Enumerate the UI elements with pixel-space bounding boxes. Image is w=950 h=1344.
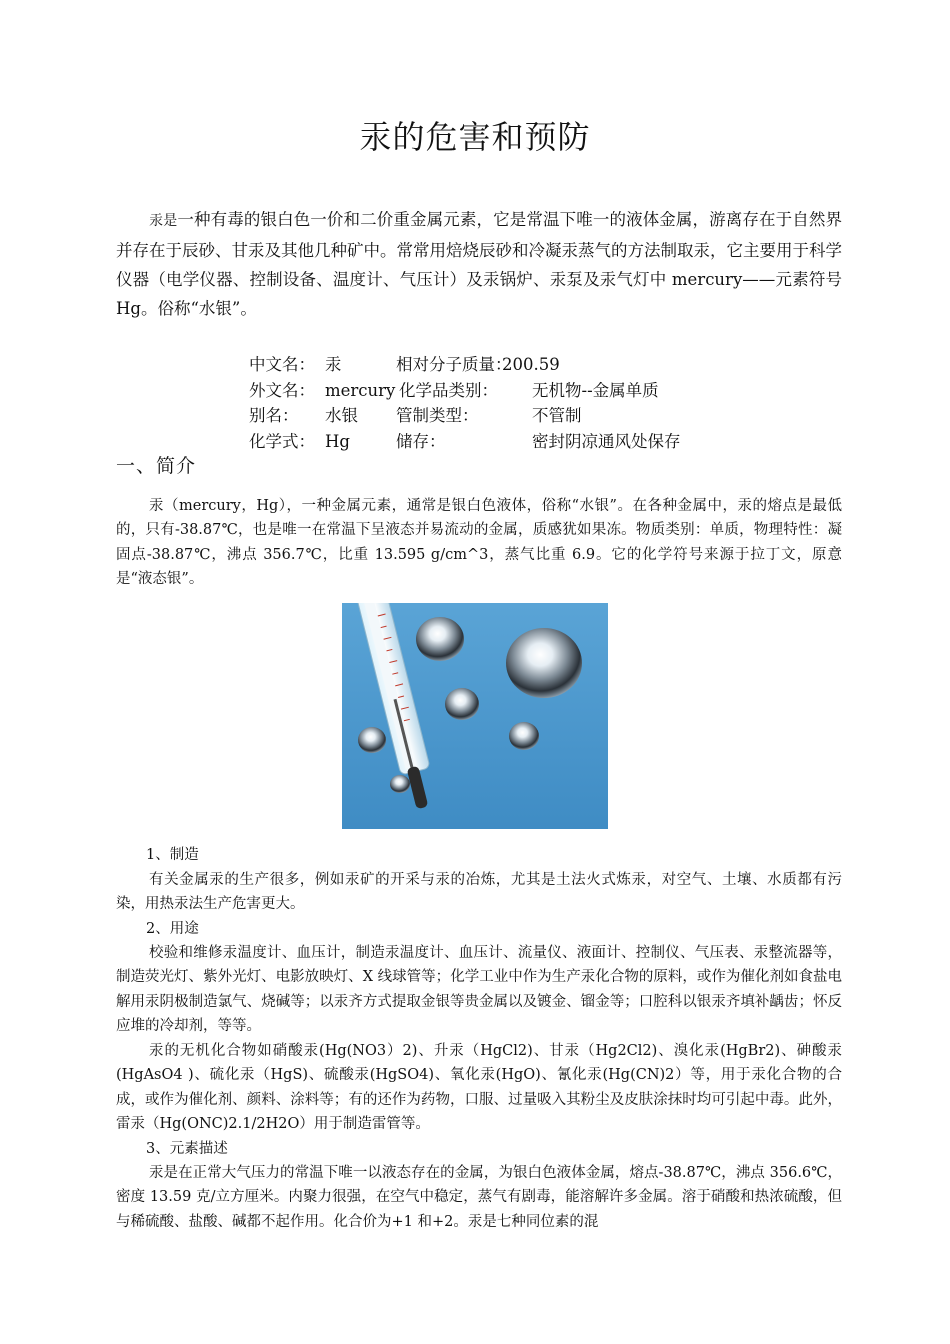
intro-body-paragraph: 汞（mercury，Hg），一种金属元素，通常是银白色液体，俗称“水银”。在各种金属中，汞的熔点是最低的，只有-38.87℃，也是唯一在常温下呈液态并易流动的金属，质感犹如果冻。物质类别：单质，物理特性：凝固点-38.87℃，沸点 356.7℃，比重 13.595 g/cm^3，蒸气比重 6.9。它的化学符号来源于拉丁文，原意是“液态银”。 (116, 498, 842, 587)
intro-text: 一种有毒的银白色一价和二价重金属元素，它是常温下唯一的液体金属，游离存在于自然界并存在于辰砂、甘汞及其他几种矿中。常常用焙烧辰砂和冷凝汞蒸气的方法制取汞，它主要用于科学仪器（电学仪器、控制设备、温度计、气压计）及汞锅炉、汞泵及汞气灯中 mercury——元素符号 Hg。俗称“水银”。 (116, 210, 843, 318)
info-label: 外文名： (249, 380, 315, 400)
intro-paragraph (116, 205, 842, 323)
info-value: mercury (325, 380, 396, 400)
mercury-droplets-thermometer-icon (342, 603, 608, 829)
info-value: 200.59 (502, 355, 560, 374)
subsection-heading: 3、元素描述 (146, 1141, 228, 1157)
info-label: 管制类型： (396, 406, 479, 425)
info-label: 化学式： (249, 431, 315, 451)
info-value: 汞 (325, 355, 342, 374)
info-label: 别名： (249, 406, 299, 425)
info-value: 无机物--金属单质 (532, 380, 659, 400)
info-value: 不管制 (532, 406, 582, 425)
info-row (249, 352, 749, 378)
info-label: 化学品类别： (399, 380, 498, 400)
info-label: 储存： (396, 431, 446, 451)
mercury-photo (342, 603, 608, 829)
subsection-paragraph: 校验和维修汞温度计、血压计，制造汞温度计、血压计、流量仪、液面计、控制仪、气压表、汞整流器等，制造荧光灯、紫外光灯、电影放映灯、X 线球管等；化学工业中作为生产汞化合物的原料，或作为催化剂如食盐电解用汞阴极制造氯气、烧碱等；以汞齐方式提取金银等贵金属以及镀金、镏金等；口腔科以银汞齐填补龋齿；怀反应堆的冷却剂，等等。 (116, 945, 842, 1034)
info-value: 密封阴凉通风处保存 (532, 431, 681, 451)
intro-lead: 汞是 (149, 213, 178, 229)
subsection-heading: 1、制造 (146, 847, 199, 863)
subsection-paragraph: 汞的无机化合物如硝酸汞(Hg(NO3）2)、升汞（HgCl2)、甘汞（Hg2Cl2)、溴化汞(HgBr2)、砷酸汞(HgAsO4 )、硫化汞（HgS)、硫酸汞(HgSO4)、氧化汞(HgO)、氰化汞(Hg(CN)2）等，用于汞化合物的合成，或作为催化剂、颜料、涂料等；有的还作为药物，口服、过量吸入其粉尘及皮肤涂抹时均可引起中毒。此外，雷汞（Hg(ONC)2.1/2H2O）用于制造雷管等。 (116, 1043, 842, 1132)
info-row (249, 403, 749, 429)
subsection-paragraph: 有关金属汞的生产很多，例如汞矿的开采与汞的冶炼，尤其是土法火式炼汞，对空气、土壤、水质都有污染，用热汞法生产危害更大。 (116, 872, 842, 913)
section-heading: 一、简介 (116, 455, 197, 477)
subsection-heading: 2、用途 (146, 921, 199, 937)
info-table (249, 352, 749, 454)
info-value: 水银 (325, 406, 358, 425)
info-row (249, 378, 749, 404)
info-row (249, 429, 749, 455)
info-label: 中文名： (249, 355, 315, 374)
page-title: 汞的危害和预防 (359, 118, 591, 156)
info-value: Hg (325, 431, 350, 451)
info-label: 相对分子质量： (396, 355, 512, 374)
subsection-paragraph: 汞是在正常大气压力的常温下唯一以液态存在的金属，为银白色液体金属，熔点-38.87℃，沸点 356.6℃，密度 13.59 克/立方厘米。内聚力很强，在空气中稳定，蒸气有剧毒，能溶解许多金属。溶于硝酸和热浓硫酸，但与稀硫酸、盐酸、碱都不起作用。化合价为+1 和+2。汞是七种同位素的混 (116, 1165, 842, 1230)
